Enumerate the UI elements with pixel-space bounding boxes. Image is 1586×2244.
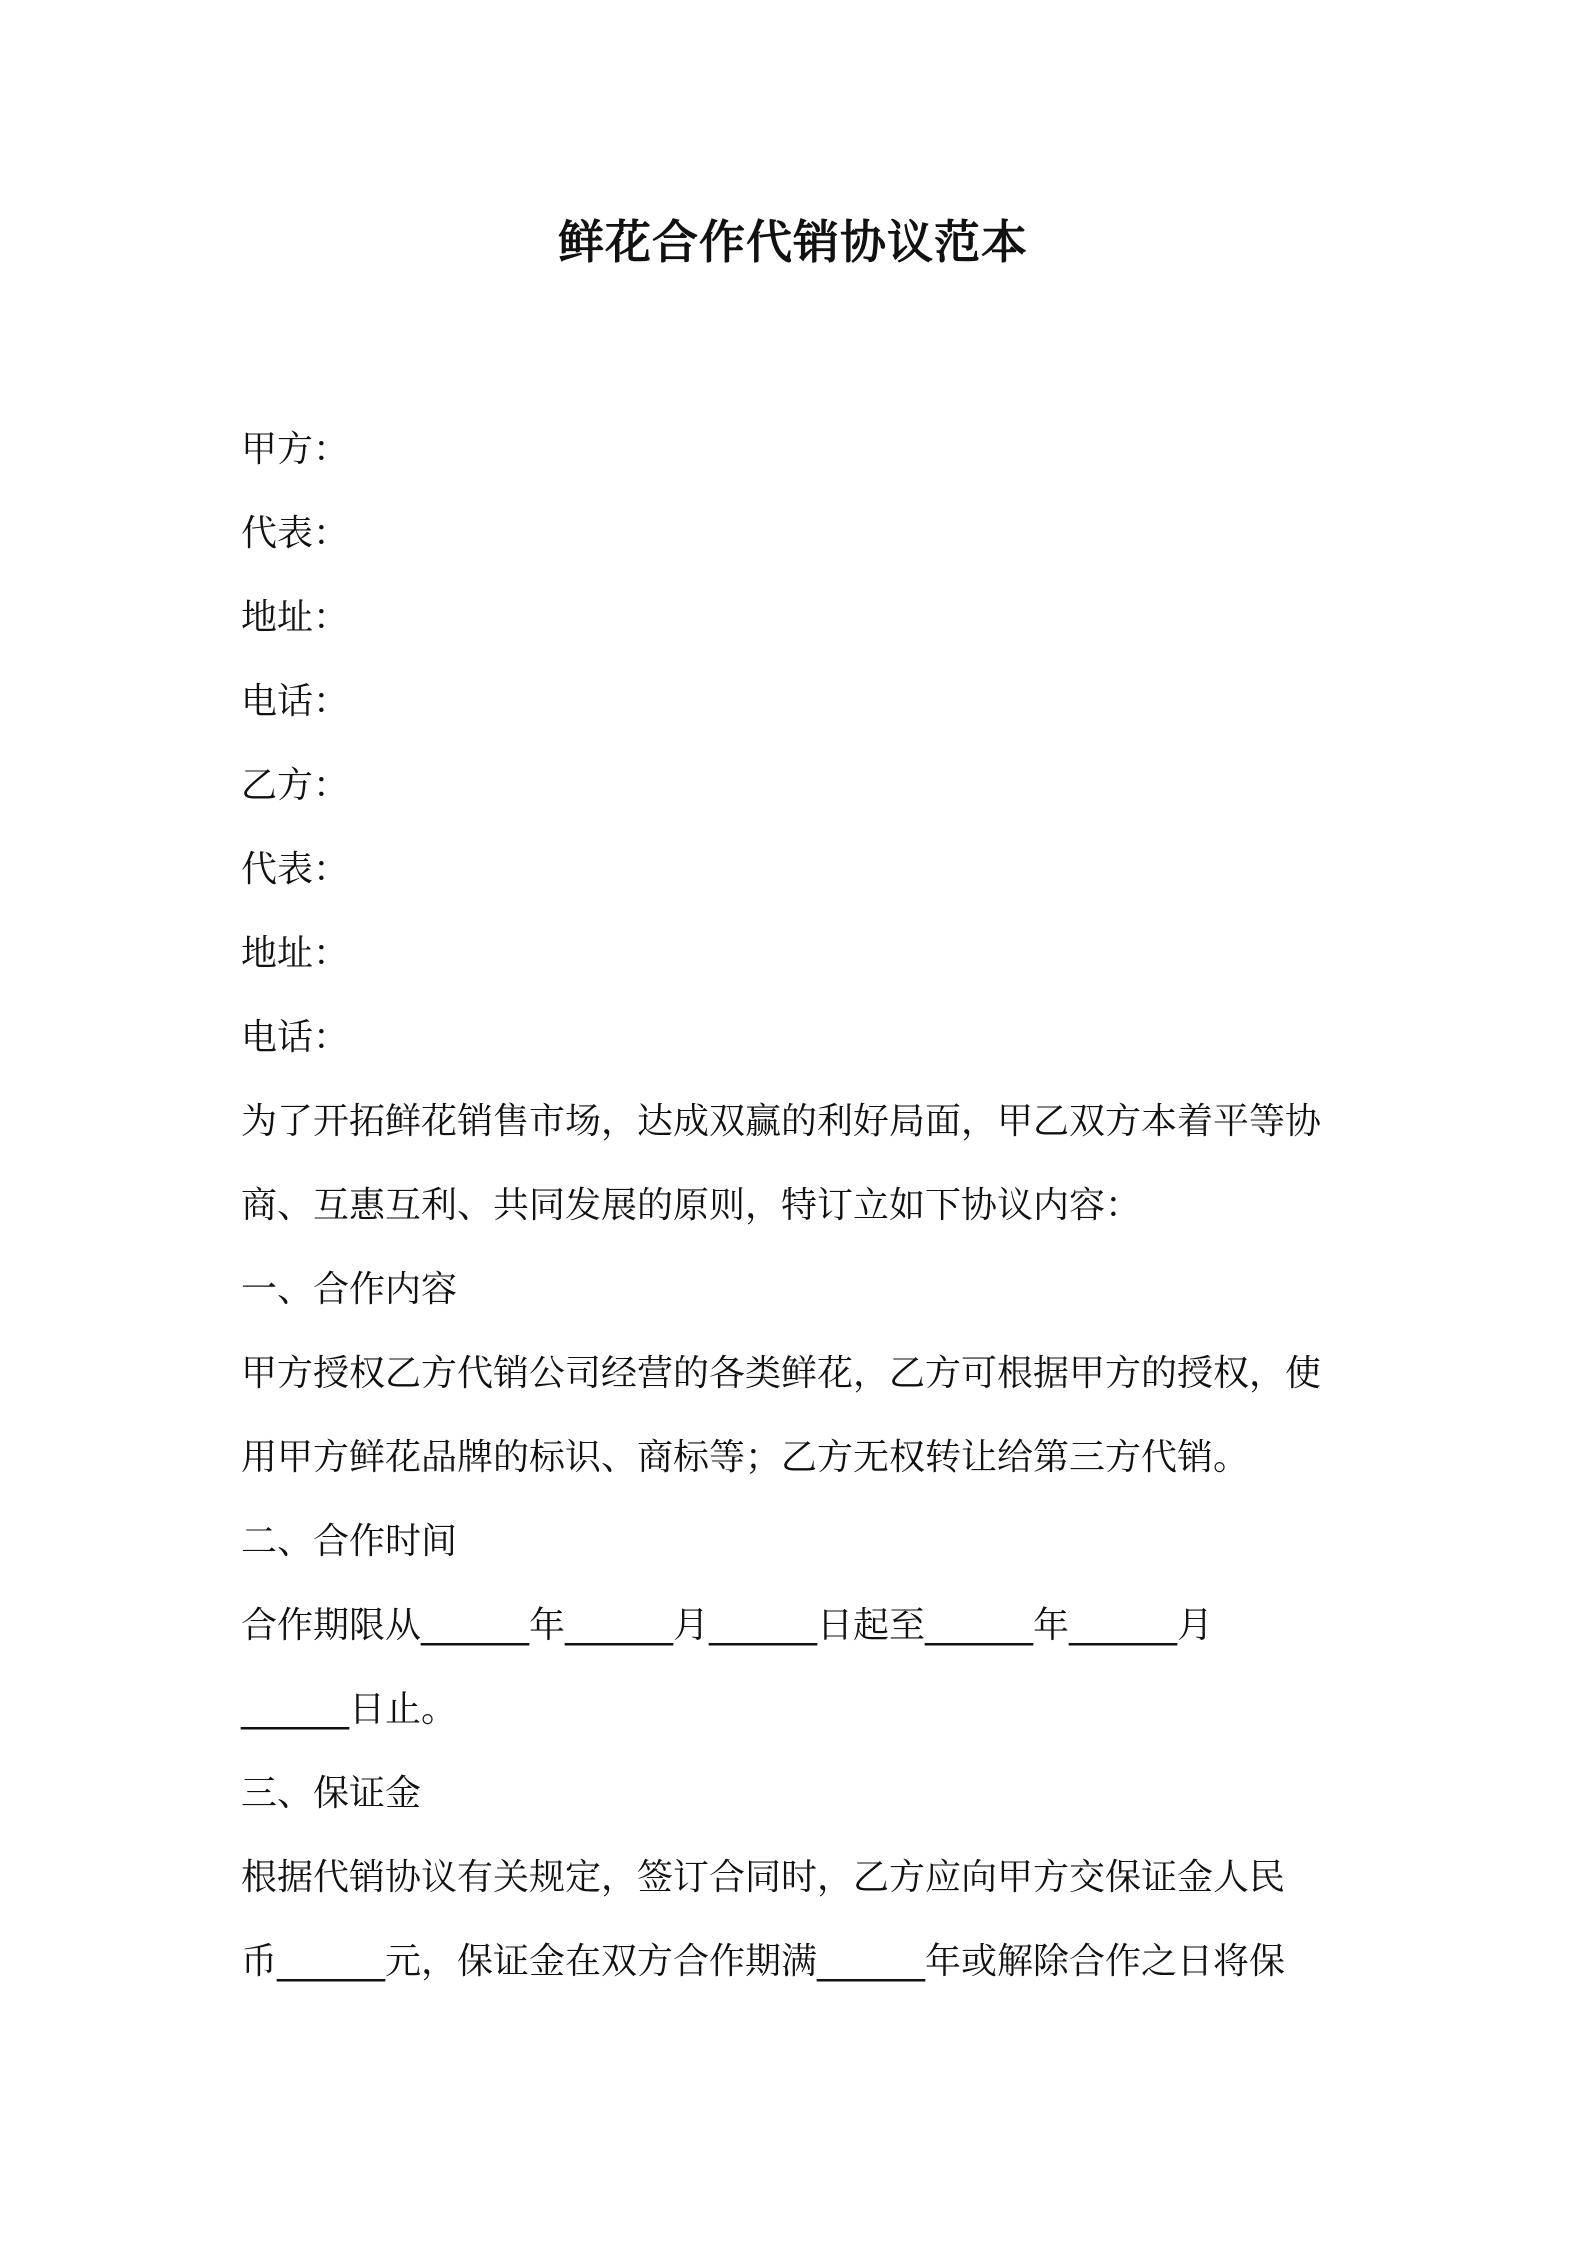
- party-a-representative-label: 代表：: [241, 513, 350, 554]
- party-b-address-label: 地址：: [241, 933, 350, 974]
- cooperation-content-line: 用甲方鲜花品牌的标识、商标等；乙方无权转让给第三方代销。: [241, 1437, 1250, 1478]
- document-body: [241, 408, 1357, 2004]
- deposit-line: 根据代销协议有关规定，签订合同时，乙方应向甲方交保证金人民: [241, 1857, 1286, 1898]
- section-heading-cooperation-content: 一、合作内容: [241, 1269, 458, 1310]
- party-b-representative-label: 代表：: [241, 849, 350, 890]
- party-a-phone-label: 电话：: [241, 681, 350, 722]
- party-b-label: 乙方：: [241, 765, 350, 806]
- party-a-address-label: 地址：: [241, 597, 350, 638]
- cooperation-time-line: ______日止。: [241, 1689, 458, 1730]
- intro-paragraph-line: 为了开拓鲜花销售市场，达成双赢的利好局面，甲乙双方本着平等协: [241, 1101, 1322, 1142]
- section-heading-deposit: 三、保证金: [241, 1773, 422, 1814]
- deposit-line: 币______元，保证金在双方合作期满______年或解除合作之日将保: [241, 1941, 1286, 1982]
- document-title: 鲜花合作代销协议范本: [558, 215, 1028, 269]
- party-a-label: 甲方：: [241, 429, 350, 470]
- party-b-phone-label: 电话：: [241, 1017, 350, 1058]
- section-heading-cooperation-time: 二、合作时间: [241, 1521, 458, 1562]
- intro-paragraph-line: 商、互惠互利、共同发展的原则，特订立如下协议内容：: [241, 1185, 1142, 1226]
- cooperation-time-line: 合作期限从______年______月______日起至______年______月: [241, 1605, 1214, 1646]
- cooperation-content-line: 甲方授权乙方代销公司经营的各类鲜花，乙方可根据甲方的授权，使: [241, 1353, 1322, 1394]
